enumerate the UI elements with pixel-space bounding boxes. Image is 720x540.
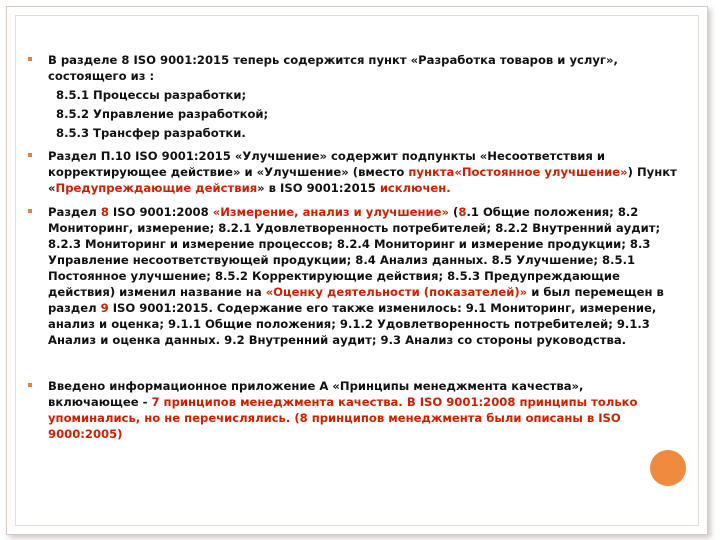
highlight-run: 8 <box>100 205 109 219</box>
bullet-marker <box>28 153 32 157</box>
bullet-marker <box>28 209 32 213</box>
text-run: ) Пункт « <box>48 165 677 195</box>
highlight-run: Предупреждающие действия <box>55 181 258 195</box>
highlight-run: пункта«Постоянное улучшение» <box>408 165 628 179</box>
highlight-run: «Оценку деятельности (показателей)» <box>265 285 528 299</box>
bullet-2-text <box>48 148 678 196</box>
bullet-4-text <box>48 378 678 442</box>
text-run: Раздел <box>48 205 101 219</box>
bullet-1-text: В разделе 8 ISO 9001:2015 теперь содержится пункт «Разработка товаров и услуг», состоящего из : <box>48 53 618 83</box>
bullet-block-2 <box>28 148 678 196</box>
sub-item-3: 8.5.3 Трансфер разработки. <box>56 126 246 140</box>
sub-item-1: 8.5.1 Процессы разработки; <box>56 88 247 102</box>
text-run: » в ISO 9001:2015 <box>257 181 380 195</box>
bullet-block-4 <box>28 378 678 442</box>
decorative-circle <box>650 450 686 486</box>
bullet-marker <box>28 57 32 61</box>
slide-content <box>28 52 678 442</box>
highlight-run: исключен. <box>379 181 451 195</box>
highlight-run: «Измерение, анализ и улучшение» <box>212 205 450 219</box>
text-run: Введено информационное приложение А «Принципы менеджмента качества», включающее - <box>48 379 584 409</box>
text-run: ISO 9001:2008 <box>108 205 213 219</box>
text-run: ISO 9001:2015. Содержание его также изменилось: 9.1 Мониторинг, измерение, анализ и оценка; 9.1.1 Общие положения; 9.1.2 Удовлетворенность потребителей; 9.1.3 Анализ и оценка данных. 9.2 Внутренний аудит; 9.3 Анализ со стороны руководства. <box>48 301 657 347</box>
text-run: .1 Общие положения; 8.2 Мониторинг, измерение; 8.2.1 Удовлетворенность потребителей; 8.2.2 Внутренний аудит; 8.2.3 Мониторинг и измерение процессов; 8.2.4 Мониторинг и измерение продукции; 8.3 Управление несоответствующей продукции; 8.4 Анализ данных. 8.5 Улучшение; 8.5.1 Постоянное улучшение; 8.5.2 Корректирующие действия; 8.5.3 Предупреждающие действия) изменил название на <box>48 205 661 299</box>
bullet-block-3 <box>28 204 678 348</box>
text-run: ( <box>449 205 459 219</box>
sub-item-2: 8.5.2 Управление разработкой; <box>56 107 269 121</box>
highlight-run: 7 принципов менеджмента качества. В ISO 9001:2008 принципы только упоминались, но не перечислялись. (8 принципов менеджмента были описаны в ISO 9000:2005) <box>48 395 638 441</box>
highlight-run: 9 <box>100 301 109 315</box>
bullet-3-text <box>48 204 678 348</box>
bullet-marker <box>28 383 32 387</box>
text-run: Раздел П.10 ISO 9001:2015 «Улучшение» содержит подпункты «Несоответствия и корректирующее действие» и «Улучшение» (вместо <box>48 149 605 179</box>
highlight-run: 8 <box>458 205 467 219</box>
text-run: и был перемещен в раздел <box>48 285 664 315</box>
bullet-block-1 <box>28 52 678 143</box>
